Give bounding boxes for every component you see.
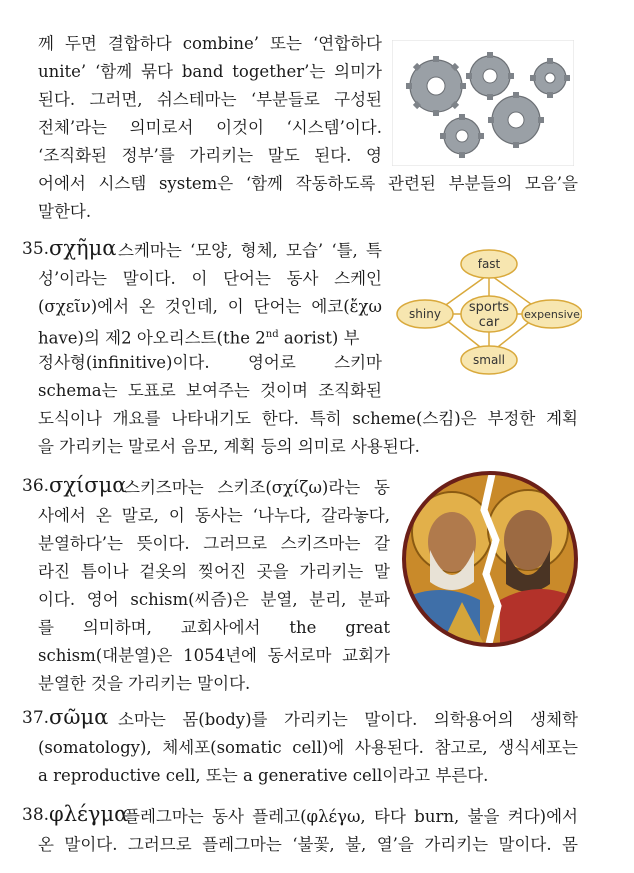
text-line: 을 가리키는 말로서 음모, 계획 등의 의미로 사용된다. — [38, 437, 420, 456]
entry-number: 37. — [22, 708, 50, 728]
greek-term: σχῆμα — [49, 236, 117, 260]
text-line: a reproductive cell, 또는 a generative cell이라고 부른다. — [38, 766, 489, 785]
text-span: have)의 제2 아오리스트(the 2 — [38, 328, 266, 348]
text-line: 스키즈마는 스키조(σχίζω)라는 동 — [124, 478, 390, 497]
entry-number: 38. — [22, 805, 50, 825]
gears-image — [392, 40, 574, 166]
text-span: aorist) 부 — [278, 328, 360, 348]
text-line: ‘조직화된 정부’를 가리키는 말도 된다. 영 — [38, 146, 382, 165]
diagram-label-expensive: expensive — [524, 308, 580, 321]
entry-number: 35. — [22, 239, 50, 259]
entry-heading — [49, 802, 134, 828]
text-line: 정사형(infinitive)이다. 영어로 스키마 — [38, 353, 382, 372]
diagram-label-shiny: shiny — [409, 307, 441, 321]
text-line — [38, 323, 360, 351]
superscript: nd — [265, 329, 279, 340]
text-line: 플레그마는 동사 플레고(φλέγω, 타다 burn, 불을 켜다)에서 — [124, 807, 578, 826]
greek-term: σχίσμα — [49, 473, 127, 497]
text-line: 이다. 영어 schism(씨즘)은 분열, 분리, 분파 — [38, 590, 390, 609]
diagram-label-center-2: car — [478, 315, 500, 330]
entry-heading — [49, 473, 132, 499]
text-line: 를 의미하며, 교회사에서 the great — [38, 618, 390, 637]
greek-term: σῶμα — [49, 705, 109, 729]
text-line: 성’이라는 말이다. 이 단어는 동사 스케인 — [38, 269, 382, 288]
entry-heading — [49, 705, 114, 731]
diagram-label-small: small — [473, 353, 505, 367]
text-line: 도식이나 개요를 나타내기도 한다. 특히 scheme(스킴)은 부정한 계획 — [38, 409, 578, 428]
text-line: 전체’라는 의미로서 이것이 ‘시스템’이다. — [38, 118, 382, 137]
text-line: 온 말이다. 그러므로 플레그마는 ‘불꽃, 불, 열’을 가리키는 말이다. 몸 — [38, 835, 578, 854]
text-line: (somatology), 체세포(somatic cell)에 사용된다. 참고로, 생식세포는 — [38, 738, 578, 757]
text-line: 소마는 몸(body)를 가리키는 말이다. 의학용어의 생체학 — [118, 710, 578, 729]
concept-diagram — [396, 244, 582, 382]
text-line: 사에서 온 말로, 이 동사는 ‘나누다, 갈라놓다, — [38, 506, 390, 525]
text-line: unite’ ‘함께 묶다 band together’는 의미가 — [38, 62, 382, 81]
text-line: (σχεῖν)에서 온 것인데, 이 단어는 에코(ἔχω — [38, 297, 382, 316]
text-line: schema는 도표로 보여주는 것이며 조직화된 — [38, 381, 382, 400]
diagram-label-center-1: sports — [468, 300, 510, 315]
text-line: 분열한 것을 가리키는 말이다. — [38, 674, 251, 693]
text-line: 께 두면 결합하다 combine’ 또는 ‘연합하다 — [38, 34, 382, 53]
entry-number: 36. — [22, 476, 50, 496]
text-line: 말한다. — [38, 202, 92, 221]
text-line: 분열하다’는 뜻이다. 그러므로 스키즈마는 갈 — [38, 534, 390, 553]
text-line: 라진 틈이나 겉옷의 찢어진 곳을 가리키는 말 — [38, 562, 390, 581]
text-line: 된다. 그러면, 쉬스테마는 ‘부분들로 구성된 — [38, 90, 382, 109]
icon-painting-image — [400, 470, 580, 648]
greek-term: φλέγμα — [49, 802, 129, 826]
text-line: 스케마는 ‘모양, 형체, 모습’ ‘틀, 특 — [118, 241, 382, 260]
text-line: 어에서 시스템 system은 ‘함께 작동하도록 관련된 부분들의 모음’을 — [38, 174, 578, 193]
entry-heading — [49, 236, 122, 262]
text-line: schism(대분열)은 1054년에 동서로마 교회가 — [38, 646, 390, 665]
diagram-label-fast: fast — [477, 257, 501, 271]
